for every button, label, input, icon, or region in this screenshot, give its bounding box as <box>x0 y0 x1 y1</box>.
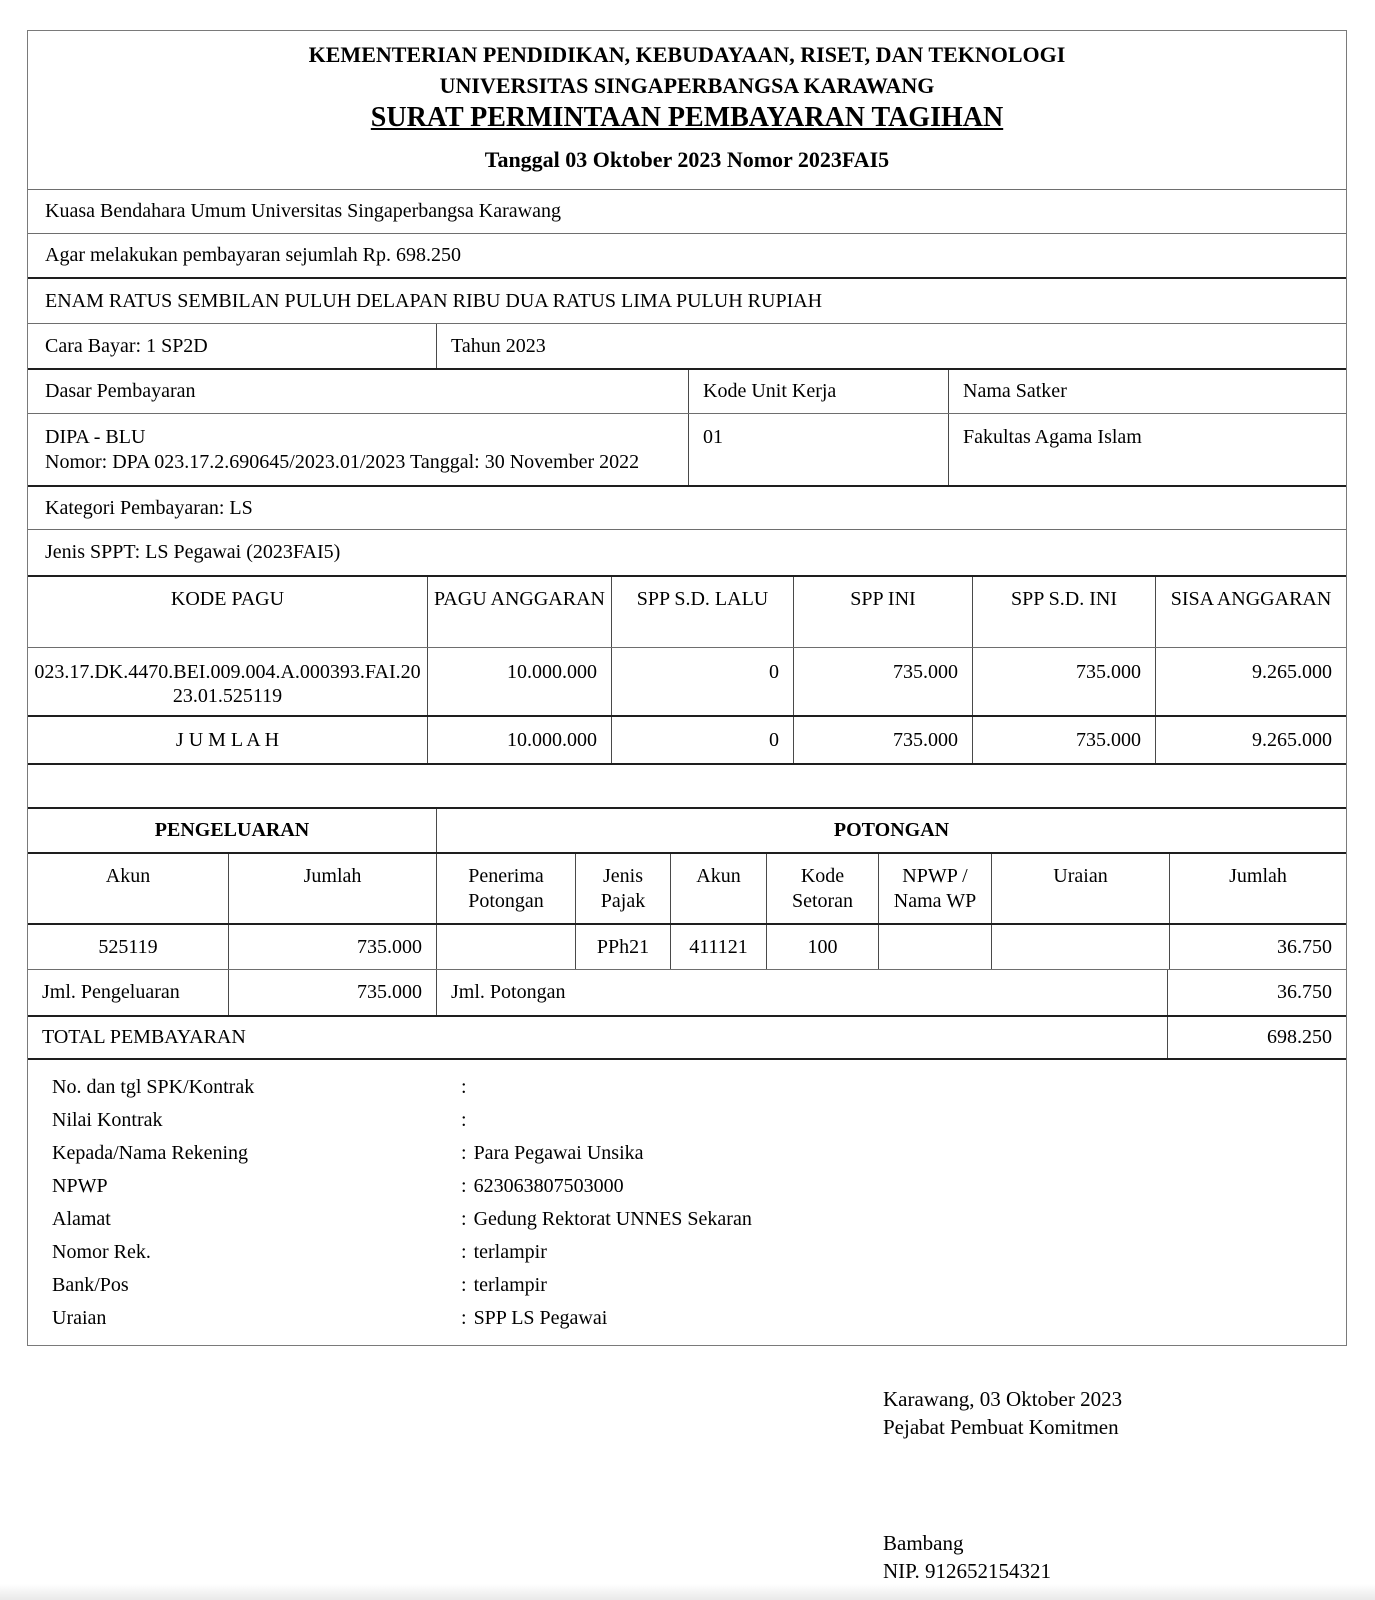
nama-satker-value: Fakultas Agama Islam <box>963 426 1142 448</box>
university-name: UNIVERSITAS SINGAPERBANGSA KARAWANG <box>439 73 935 98</box>
jumlah-spp-lalu: 0 <box>612 717 794 763</box>
dasar-pembayaran-value <box>28 414 689 485</box>
kategori-row: Kategori Pembayaran: LS <box>28 487 1346 530</box>
detail-value: terlampir <box>473 1274 547 1296</box>
detail-row-bank-pos <box>28 1269 1346 1302</box>
sisa-anggaran-value: 9.265.000 <box>1252 661 1332 683</box>
pagu-table-header <box>28 577 1346 648</box>
sisa-anggaran-header: SISA ANGGARAN <box>1170 588 1332 610</box>
detail-separator: : <box>461 1241 467 1263</box>
kode-unit-kerja-value: 01 <box>689 414 949 485</box>
detail-row-nomor-rek <box>28 1236 1346 1269</box>
detail-value: Gedung Rektorat UNNES Sekaran <box>473 1208 752 1230</box>
detail-label: Bank/Pos <box>52 1274 129 1296</box>
jml-potongan-value: 36.750 <box>1277 981 1332 1003</box>
uraian-value <box>992 925 1170 969</box>
detail-value: terlampir <box>473 1241 547 1263</box>
breakdown-table-row <box>28 925 1346 970</box>
detail-label: Uraian <box>52 1307 107 1329</box>
detail-separator: : <box>461 1142 467 1164</box>
jml-pengeluaran-label: Jml. Pengeluaran <box>28 970 229 1015</box>
detail-value: SPP LS Pegawai <box>473 1307 608 1329</box>
signature-space <box>883 1441 1122 1529</box>
jumlah-header: Jumlah <box>229 854 437 923</box>
npwp-header: NPWP / Nama WP <box>879 854 992 923</box>
detail-value: 623063807503000 <box>473 1175 624 1197</box>
signature-nip: NIP. 912652154321 <box>883 1559 1052 1583</box>
pagu-anggaran-value: 10.000.000 <box>428 648 612 715</box>
jumlah-label: J U M L A H <box>28 717 428 763</box>
ministry-name: KEMENTERIAN PENDIDIKAN, KEBUDAYAAN, RISET, DAN TEKNOLOGI <box>308 42 1066 67</box>
payment-method-row <box>28 324 1346 370</box>
kuasa-row: Kuasa Bendahara Umum Universitas Singaperbangsa Karawang <box>28 190 1346 234</box>
dpa-number-line: Nomor: DPA 023.17.2.690645/2023.01/2023 Tanggal: 30 November 2022 <box>45 451 640 473</box>
details-section <box>28 1060 1346 1345</box>
potongan-label: POTONGAN <box>833 819 950 841</box>
dasar-header-row <box>28 370 1346 414</box>
jenis-pajak-value: PPh21 <box>576 925 671 969</box>
cara-bayar-cell: Cara Bayar: 1 SP2D <box>28 324 437 368</box>
total-pembayaran-value: 698.250 <box>1267 1026 1332 1048</box>
kode-setoran-header: Kode Setoran <box>767 854 879 923</box>
signature-name: Bambang <box>883 1531 964 1555</box>
jumlah-potongan-header: Jumlah <box>1229 865 1287 887</box>
detail-row-uraian <box>28 1302 1346 1335</box>
penerima-potongan-header: Penerima Potongan <box>437 854 576 923</box>
detail-separator: : <box>461 1307 467 1329</box>
kode-unit-kerja-label: Kode Unit Kerja <box>689 370 949 413</box>
jumlah-spp-sd-ini: 735.000 <box>973 717 1156 763</box>
detail-label: No. dan tgl SPK/Kontrak <box>52 1076 255 1098</box>
detail-separator: : <box>461 1109 467 1131</box>
kode-setoran-value: 100 <box>767 925 879 969</box>
spp-ini-header: SPP INI <box>794 577 973 647</box>
detail-label: Nomor Rek. <box>52 1241 151 1263</box>
detail-row-nilai-kontrak <box>28 1104 1346 1137</box>
jumlah-sisa: 9.265.000 <box>1252 728 1332 751</box>
pengeluaran-potongan-header <box>28 809 1346 854</box>
detail-label: NPWP <box>52 1175 108 1197</box>
pengeluaran-label: PENGELUARAN <box>28 809 437 852</box>
kode-pagu-header: KODE PAGU <box>28 577 428 647</box>
akun-potongan-header: Akun <box>671 854 767 923</box>
detail-value: Para Pegawai Unsika <box>473 1142 644 1164</box>
uraian-header: Uraian <box>992 854 1170 923</box>
spp-sd-lalu-value: 0 <box>612 648 794 715</box>
signature-role: Pejabat Pembuat Komitmen <box>883 1415 1119 1439</box>
jumlah-value: 735.000 <box>229 925 437 969</box>
jenis-sppt-row: Jenis SPPT: LS Pegawai (2023FAI5) <box>28 530 1346 577</box>
jumlah-potongan-value: 36.750 <box>1277 935 1332 958</box>
detail-row-npwp <box>28 1170 1346 1203</box>
pagu-table-row <box>28 648 1346 717</box>
jml-potongan-label: Jml. Potongan <box>437 970 1168 1015</box>
spp-sd-lalu-header: SPP S.D. LALU <box>612 577 794 647</box>
subtotal-row <box>28 970 1346 1017</box>
dasar-pembayaran-label: Dasar Pembayaran <box>28 370 689 413</box>
pagu-anggaran-header: PAGU ANGGARAN <box>428 577 612 647</box>
spp-document <box>27 30 1347 1346</box>
jumlah-pagu: 10.000.000 <box>428 717 612 763</box>
npwp-value <box>879 925 992 969</box>
document-header <box>28 31 1346 190</box>
kode-pagu-value: 023.17.DK.4470.BEI.009.004.A.000393.FAI.2023.01.525119 <box>28 648 428 715</box>
total-pembayaran-label: TOTAL PEMBAYARAN <box>28 1017 1168 1058</box>
detail-separator: : <box>461 1208 467 1230</box>
detail-row-kepada <box>28 1137 1346 1170</box>
pagu-table-total-row <box>28 717 1346 765</box>
dipa-line: DIPA - BLU <box>45 426 146 448</box>
nama-satker-label: Nama Satker <box>963 380 1067 402</box>
payment-request-row: Agar melakukan pembayaran sejumlah Rp. 698.250 <box>28 234 1346 279</box>
document-title: SURAT PERMINTAAN PEMBAYARAN TAGIHAN <box>370 102 1004 133</box>
dasar-value-row <box>28 414 1346 487</box>
page-bottom-fade <box>0 1584 1375 1600</box>
spp-sd-ini-header: SPP S.D. INI <box>973 577 1156 647</box>
date-number-line: Tanggal 03 Oktober 2023 Nomor 2023FAI5 <box>484 147 890 172</box>
akun-value: 525119 <box>28 925 229 969</box>
signature-block <box>883 1385 1122 1585</box>
akun-potongan-value: 411121 <box>671 925 767 969</box>
akun-header: Akun <box>28 854 229 923</box>
detail-label: Nilai Kontrak <box>52 1109 163 1131</box>
total-row <box>28 1017 1346 1060</box>
jenis-pajak-header: Jenis Pajak <box>576 854 671 923</box>
spacer-row <box>28 765 1346 809</box>
penerima-potongan-value <box>437 925 576 969</box>
spp-ini-value: 735.000 <box>794 648 973 715</box>
detail-label: Kepada/Nama Rekening <box>52 1142 249 1164</box>
detail-label: Alamat <box>52 1208 111 1230</box>
signature-place-date: Karawang, 03 Oktober 2023 <box>883 1387 1123 1411</box>
spp-sd-ini-value: 735.000 <box>973 648 1156 715</box>
amount-in-words-row: ENAM RATUS SEMBILAN PULUH DELAPAN RIBU DUA RATUS LIMA PULUH RUPIAH <box>28 279 1346 324</box>
detail-separator: : <box>461 1076 467 1098</box>
breakdown-table-header <box>28 854 1346 925</box>
detail-separator: : <box>461 1175 467 1197</box>
jml-pengeluaran-value: 735.000 <box>229 970 437 1015</box>
detail-row-alamat <box>28 1203 1346 1236</box>
detail-row-spk <box>28 1071 1346 1104</box>
detail-separator: : <box>461 1274 467 1296</box>
tahun-cell: Tahun 2023 <box>451 334 546 357</box>
jumlah-spp-ini: 735.000 <box>794 717 973 763</box>
